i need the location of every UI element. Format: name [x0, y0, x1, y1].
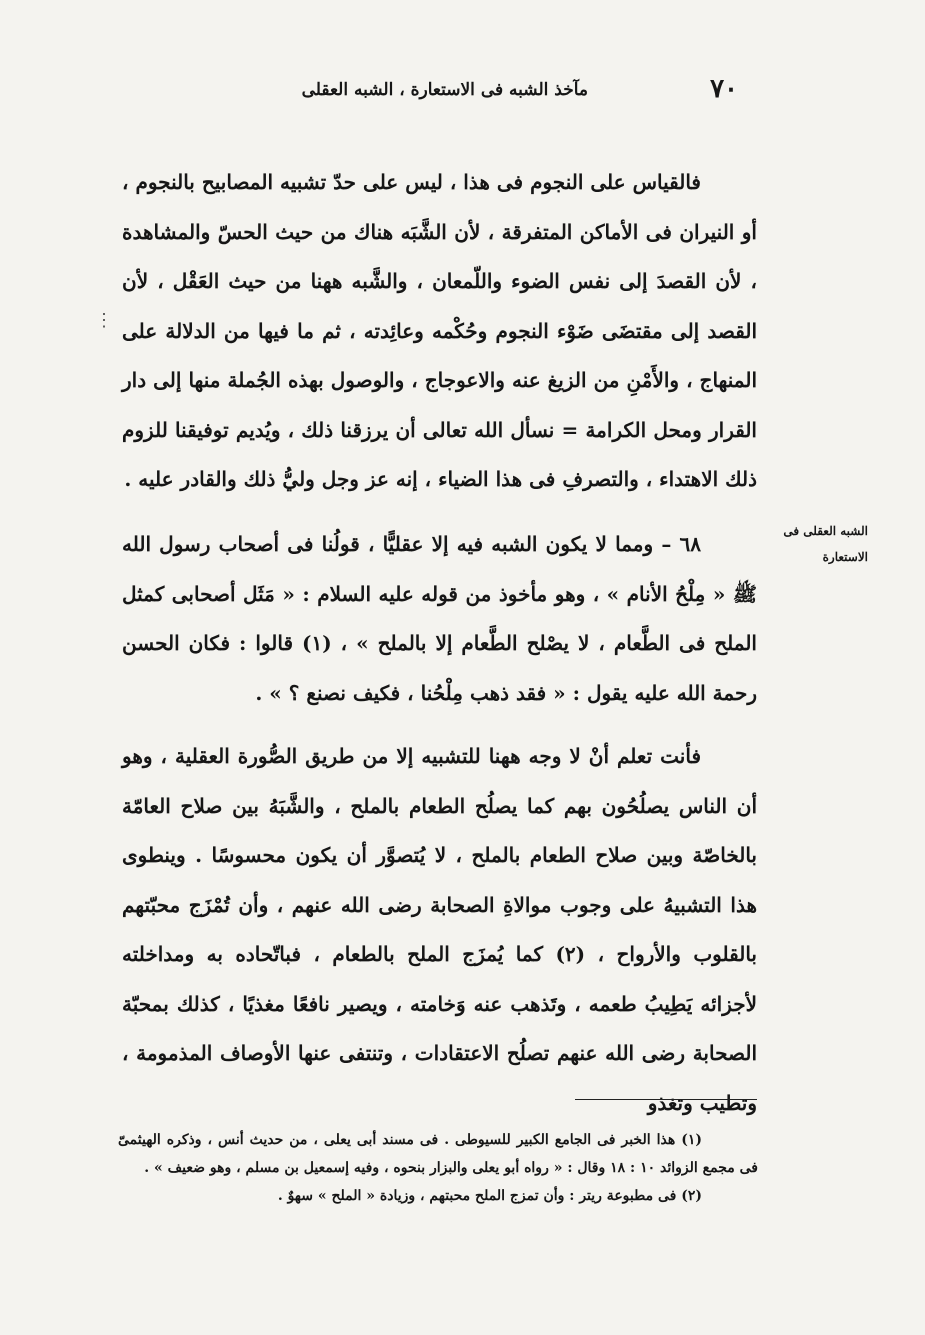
paragraph-2	[122, 500, 757, 738]
page-header	[301, 74, 738, 110]
footnote-2: (٢) فى مطبوعة ريتر : وأن تمزج الملح محبتهم ، وزيادة « الملح » سهوٌ .	[277, 1188, 702, 1204]
paragraph-1	[122, 138, 757, 525]
margin-note: الشبه العقلى فى الاستعارة	[783, 524, 868, 564]
page-number: ٧٠	[710, 74, 738, 104]
footnote-divider	[575, 1099, 757, 1100]
paragraph-text: ٦٨ – ومما لا يكون الشبه فيه إلا عقليًّا ، قولُنا فى أصحاب رسول الله ﷺ « مِلْحُ الأنام » ، وهو مأخوذ من قوله عليه السلام : « مَثَل أصحابى كمثل الملح فى الطَّعام ، لا يصْلح الطَّعام إلا بالملح » ، (١) قالوا : فكان الحسن رحمة الله عليه يقول : « فقد ذهب مِلْحُنا ، فكيف نصنع ؟ » .	[122, 532, 757, 705]
running-title: مآخذ الشبه فى الاستعارة ، الشبه العقلى	[301, 80, 588, 100]
paragraph-text: فالقياس على النجوم فى هذا ، ليس على حدّ تشبيه المصابيح بالنجوم ، أو النيران فى الأماكن المتفرقة ، لأن الشَّبَه هناك من حيث الحسّ والمشاهدة ، لأن القصدَ إلى نفس الضوء واللّمعان ، والشَّبه ههنا من حيث العَقْل ، لأن القصد إلى مقتضَى ضَوْء النجوم وحُكْمه وعائِدته ، ثم ما فيها من الدلالة على المنهاج ، والأَمْنِ من الزيغ عنه والاعوجاج ، والوصول بهذه الجُملة منها إلى دار القرار ومحل الكرامة = نسأل الله تعالى أن يرزقنا ذلك ، ويُديم توفيقنا للزوم ذلك الاهتداء ، والتصرفِ فى هذا الضياء ، إنه عز وجل وليُّ ذلك والقادر عليه .	[122, 170, 757, 491]
footnote-1: (١) هذا الخبر فى الجامع الكبير للسيوطى . فى مسند أبى يعلى ، من حديث أنس ، وذكره الهيثمىّ فى مجمع الزوائد ١٠ : ١٨ وقال : « رواه أبو يعلى والبزار بنحوه ، وفيه إسمعيل بن مسلم ، وهو ضعيف » .	[118, 1132, 758, 1176]
margin-mark: ⋮	[95, 310, 113, 331]
footnotes	[118, 1126, 758, 1210]
paragraph-text: فأنت تعلم أنْ لا وجه ههنا للتشبيه إلا من طريق الصُّورة العقلية ، وهو أن الناس يصلُحُون بهم كما يصلُح الطعام بالملح ، والشَّبَهُ بين صلاح العامّة بالخاصّة وبين صلاح الطعام بالملح ، لا يُتصوَّر أن يكون محسوسًا . وينطوى هذا التشبيهُ على وجوب موالاةِ الصحابة رضى الله عنهم ، وأن تُمْزَج محبّتهم بالقلوب والأرواح ، (٢) كما يُمزَج الملح بالطعام ، فباتّحاده به ومداخلته لأجزائه يَطِيبُ طعمه ، وتَذهب عنه وَخامته ، ويصير نافعًا مغذيًا ، كذلك بمحبّة الصحابة رضى الله عنهم تصلُح الاعتقادات ، وتنتفى عنها الأوصاف المذمومة ، وتطيب وتغذو	[122, 744, 757, 1115]
paragraph-3	[122, 712, 757, 1148]
